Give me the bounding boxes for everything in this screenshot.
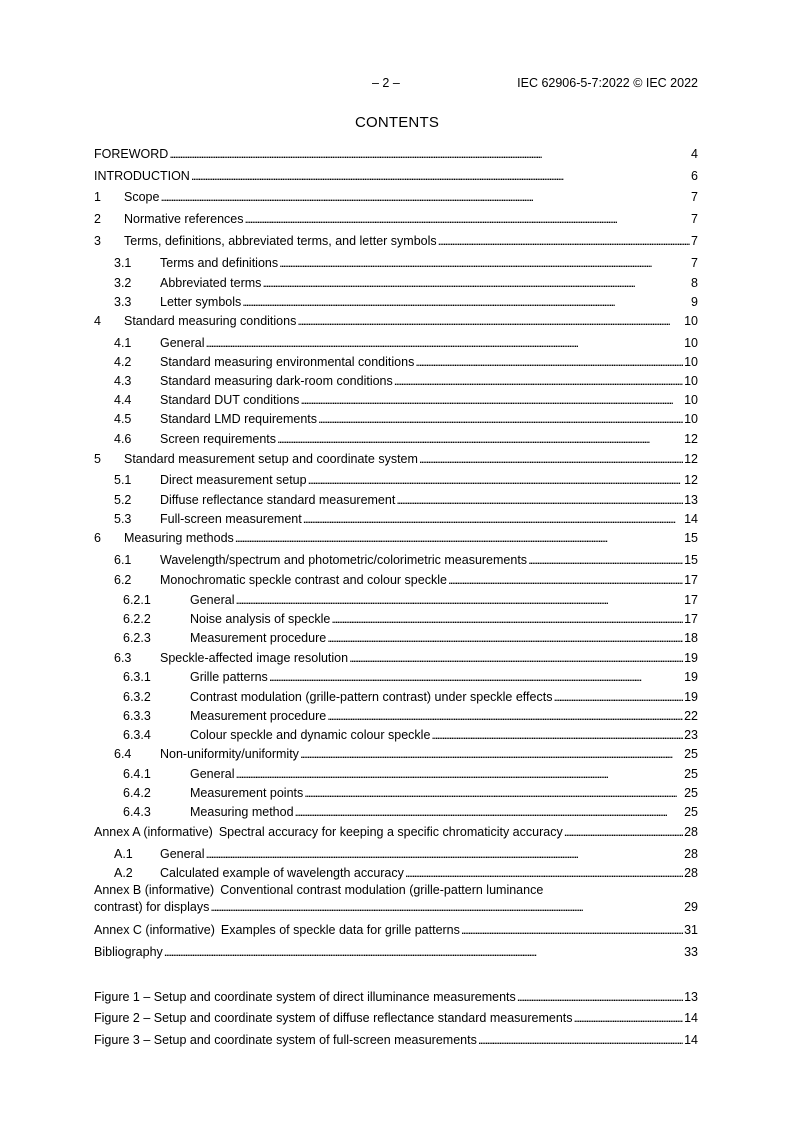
toc-entry-page: 25 [684,786,698,800]
toc-leader-dots [327,630,683,646]
figure-entry-page: 14 [684,1011,698,1025]
toc-entry[interactable] [94,708,698,724]
toc-entry-number: 6.2.2 [123,612,151,626]
toc-leader-dots [164,944,683,960]
figure-list-entry[interactable] [94,1032,698,1048]
toc-leader-dots [235,530,683,546]
toc-entry-page: 12 [684,432,698,446]
toc-entry[interactable] [94,530,698,546]
toc-entry-number: 5.2 [114,493,132,507]
toc-entry-number: 6.4.3 [123,805,151,819]
toc-entry[interactable] [94,233,698,249]
toc-entry[interactable] [94,630,698,646]
toc-entry-number: 5.3 [114,512,132,526]
toc-leader-dots [517,989,683,1005]
toc-entry-number: 6.3 [114,651,132,665]
toc-entry-title: Measuring method [190,805,294,819]
toc-entry[interactable] [94,168,698,184]
toc-entry-title: Screen requirements [160,432,277,446]
toc-entry-page: 14 [684,512,698,526]
toc-entry-title: Scope [124,190,160,204]
toc-entry[interactable] [94,472,698,488]
toc-entry-number: 5.1 [114,473,132,487]
toc-leader-dots [262,275,690,291]
toc-entry-page: 19 [684,690,698,704]
toc-entry[interactable] [94,335,698,351]
toc-leader-dots [553,689,683,705]
toc-entry-number: A.2 [114,866,133,880]
toc-leader-dots [478,1032,683,1048]
toc-entry-number: 4.6 [114,432,132,446]
toc-entry[interactable] [94,846,698,862]
figure-list-entry[interactable] [94,1010,698,1026]
toc-leader-dots [235,766,683,782]
toc-entry-number: 6.3.4 [123,728,151,742]
toc-leader-dots [277,431,683,447]
toc-entry[interactable] [94,572,698,588]
toc-entry-title: Measurement procedure [190,631,327,645]
toc-entry-number: 6.3.3 [123,709,151,723]
toc-leader-dots [300,746,683,762]
toc-entry-title: Measurement points [190,786,304,800]
toc-entry-title: Speckle-affected image resolution [160,651,349,665]
toc-entry-title: Measuring methods [124,531,234,545]
toc-entry-page: 10 [684,374,698,388]
toc-entry[interactable] [94,492,698,508]
toc-entry-title: Wavelength/spectrum and photometric/colorimetric measurements [160,553,528,567]
toc-entry[interactable] [94,373,698,389]
toc-entry-page: 12 [684,473,698,487]
toc-entry-page: 17 [684,612,698,626]
toc-entry-number: Annex C (informative) [94,923,215,937]
toc-entry-page: 4 [691,147,698,161]
toc-entry-number: 6.3.1 [123,670,151,684]
toc-entry-title: Colour speckle and dynamic colour speckle [190,728,431,742]
toc-entry[interactable] [94,354,698,370]
toc-entry-title: Measurement procedure [190,709,327,723]
toc-leader-dots [405,865,683,881]
toc-entry-number: 6.4.2 [123,786,151,800]
toc-leader-dots [528,552,683,568]
toc-entry[interactable] [94,431,698,447]
toc-entry[interactable] [94,313,698,329]
toc-entry-title: Conventional contrast modulation (grille-pattern luminance [220,883,544,897]
toc-entry-page: 22 [684,709,698,723]
toc-entry-number: 4.1 [114,336,132,350]
toc-entry[interactable] [94,189,698,205]
toc-leader-dots [431,727,683,743]
toc-entry[interactable] [94,611,698,627]
toc-entry-number: 6.2.1 [123,593,151,607]
toc-entry-number: 6 [94,531,101,545]
toc-entry[interactable] [94,275,698,291]
toc-entry[interactable] [94,785,698,801]
toc-entry-title: Standard DUT conditions [160,393,300,407]
toc-entry[interactable] [94,592,698,608]
toc-leader-dots [191,168,690,184]
toc-entry-number: Annex B (informative) [94,883,215,897]
toc-leader-dots [205,846,683,862]
toc-entry[interactable] [94,669,698,685]
toc-entry-title: Standard measuring dark-room conditions [160,374,393,388]
toc-entry-page: 10 [684,355,698,369]
toc-entry-title: Terms, definitions, abbreviated terms, and letter symbols [124,234,437,248]
toc-entry-page: 19 [684,670,698,684]
toc-entry-title: Monochromatic speckle contrast and colour speckle [160,573,447,587]
toc-entry-page: 28 [684,847,698,861]
toc-entry[interactable] [94,727,698,743]
toc-entry-title: Contrast modulation (grille-pattern contrast) under speckle effects [190,690,553,704]
toc-entry[interactable] [94,824,698,840]
toc-entry-page: 10 [684,314,698,328]
toc-entry-title: Normative references [124,212,244,226]
toc-leader-dots [349,650,683,666]
page-title: CONTENTS [354,114,440,131]
toc-entry-title: Standard measuring environmental conditions [160,355,415,369]
toc-leader-dots [438,233,690,249]
toc-entry-title: General [190,593,235,607]
toc-entry[interactable] [94,392,698,408]
figure-entry-page: 14 [684,1033,698,1047]
toc-entry-page: 18 [684,631,698,645]
toc-entry[interactable] [94,922,698,938]
toc-entry-title: Terms and definitions [160,256,279,270]
toc-leader-dots [318,411,683,427]
toc-entry-title: Abbreviated terms [160,276,262,290]
toc-leader-dots [242,294,690,310]
toc-entry-page: 25 [684,767,698,781]
toc-leader-dots [269,669,683,685]
toc-entry-number: 6.4.1 [123,767,151,781]
figure-entry-title: Figure 2 – Setup and coordinate system of diffuse reflectance standard measurements [94,1011,573,1025]
toc-entry[interactable] [94,511,698,527]
toc-entry-title: General [160,847,205,861]
toc-entry-page: 15 [684,531,698,545]
page-header [96,76,698,92]
toc-entry-title: INTRODUCTION [94,169,190,183]
toc-leader-dots [295,804,684,820]
toc-entry-page: 19 [684,651,698,665]
toc-entry-number: Annex A (informative) [94,825,213,839]
toc-entry[interactable] [94,552,698,568]
toc-entry[interactable] [94,211,698,227]
toc-leader-dots [210,899,683,916]
toc-entry-title: Bibliography [94,945,163,959]
toc-entry-title: Standard measuring conditions [124,314,297,328]
toc-leader-dots [448,572,683,588]
toc-entry-page: 9 [691,295,698,309]
toc-leader-dots [461,922,683,938]
figure-entry-title: Figure 3 – Setup and coordinate system of full-screen measurements [94,1033,477,1047]
toc-entry[interactable] [94,865,698,881]
toc-entry[interactable] [94,882,698,916]
toc-entry-page: 10 [684,393,698,407]
toc-entry-page: 28 [684,825,698,839]
toc-leader-dots [564,824,683,840]
toc-leader-dots [419,451,683,467]
toc-entry-number: 6.1 [114,553,132,567]
figure-entry-title: Figure 1 – Setup and coordinate system of direct illuminance measurements [94,990,516,1004]
toc-leader-dots [303,511,683,527]
toc-entry-title: General [190,767,235,781]
toc-leader-dots [205,335,683,351]
toc-leader-dots [235,592,683,608]
toc-entry-title: Examples of speckle data for grille patterns [220,923,460,937]
toc-entry[interactable] [94,146,698,162]
toc-leader-dots [308,472,684,488]
toc-entry[interactable] [94,255,698,271]
toc-leader-dots [394,373,683,389]
toc-entry-page: 29 [684,900,698,914]
toc-entry-number: 6.2 [114,573,132,587]
toc-entry-number: 4.2 [114,355,132,369]
toc-entry-title: Grille patterns [190,670,268,684]
toc-entry-page: 7 [691,190,698,204]
toc-entry[interactable] [94,294,698,310]
toc-entry-page: 25 [684,805,698,819]
toc-entry[interactable] [94,411,698,427]
toc-entry-number: 3.2 [114,276,132,290]
toc-entry[interactable] [94,746,698,762]
toc-leader-dots [279,255,690,271]
figure-entry-page: 13 [684,990,698,1004]
toc-entry[interactable] [94,650,698,666]
toc-entry-page: 17 [684,573,698,587]
toc-entry-page: 23 [684,728,698,742]
toc-leader-dots [300,392,683,408]
toc-entry-number: 5 [94,452,101,466]
toc-entry-page: 7 [691,256,698,270]
standard-reference: IEC 62906-5-7:2022 © IEC 2022 [517,76,698,90]
toc-entry-page: 15 [684,553,698,567]
toc-entry-page: 12 [684,452,698,466]
toc-entry-page: 8 [691,276,698,290]
toc-entry-number: 4.3 [114,374,132,388]
toc-entry-number: 3 [94,234,101,248]
toc-entry-page: 7 [691,234,698,248]
toc-leader-dots [160,189,690,205]
toc-entry[interactable] [94,944,698,960]
toc-entry-title: FOREWORD [94,147,169,161]
toc-entry-page: 10 [684,336,698,350]
toc-entry-page: 10 [684,412,698,426]
toc-entry[interactable] [94,766,698,782]
toc-entry-page: 6 [691,169,698,183]
toc-entry-title: Calculated example of wavelength accuracy [160,866,404,880]
toc-entry-number: 6.4 [114,747,132,761]
toc-entry-page: 31 [684,923,698,937]
toc-leader-dots [415,354,683,370]
toc-entry-page: 17 [684,593,698,607]
toc-leader-dots [297,313,683,329]
toc-leader-dots [327,708,683,724]
toc-entry[interactable] [94,804,698,820]
page-number: – 2 – [372,76,400,90]
toc-leader-dots [396,492,683,508]
toc-entry-title: General [160,336,205,350]
toc-entry-title: Standard measurement setup and coordinate system [124,452,418,466]
toc-entry-title: Direct measurement setup [160,473,307,487]
toc-entry-number: 4.5 [114,412,132,426]
toc-entry-number: 4 [94,314,101,328]
toc-entry[interactable] [94,689,698,705]
toc-entry-title: Full-screen measurement [160,512,302,526]
toc-entry-number: 6.2.3 [123,631,151,645]
toc-entry-title: Noise analysis of speckle [190,612,331,626]
toc-entry-number: 2 [94,212,101,226]
toc-entry-page: 7 [691,212,698,226]
toc-entry-page: 28 [684,866,698,880]
toc-entry-title: Non-uniformity/uniformity [160,747,299,761]
toc-entry-title: Letter symbols [160,295,242,309]
toc-entry-number: 3.3 [114,295,132,309]
toc-entry-title: contrast) for displays [94,900,210,914]
toc-entry-page: 33 [684,945,698,959]
toc-entry-number: A.1 [114,847,133,861]
toc-entry-number: 4.4 [114,393,132,407]
figure-list-entry[interactable] [94,989,698,1005]
toc-leader-dots [245,211,691,227]
toc-entry-page: 25 [684,747,698,761]
toc-entry-page: 13 [684,493,698,507]
toc-entry[interactable] [94,451,698,467]
toc-leader-dots [574,1010,684,1026]
toc-leader-dots [331,611,683,627]
toc-entry-title: Diffuse reflectance standard measurement [160,493,396,507]
toc-entry-number: 6.3.2 [123,690,151,704]
toc-entry-number: 1 [94,190,101,204]
toc-entry-title: Standard LMD requirements [160,412,318,426]
toc-entry-title: Spectral accuracy for keeping a specific chromaticity accuracy [218,825,563,839]
toc-leader-dots [304,785,683,801]
toc-leader-dots [169,146,690,162]
toc-entry-number: 3.1 [114,256,132,270]
